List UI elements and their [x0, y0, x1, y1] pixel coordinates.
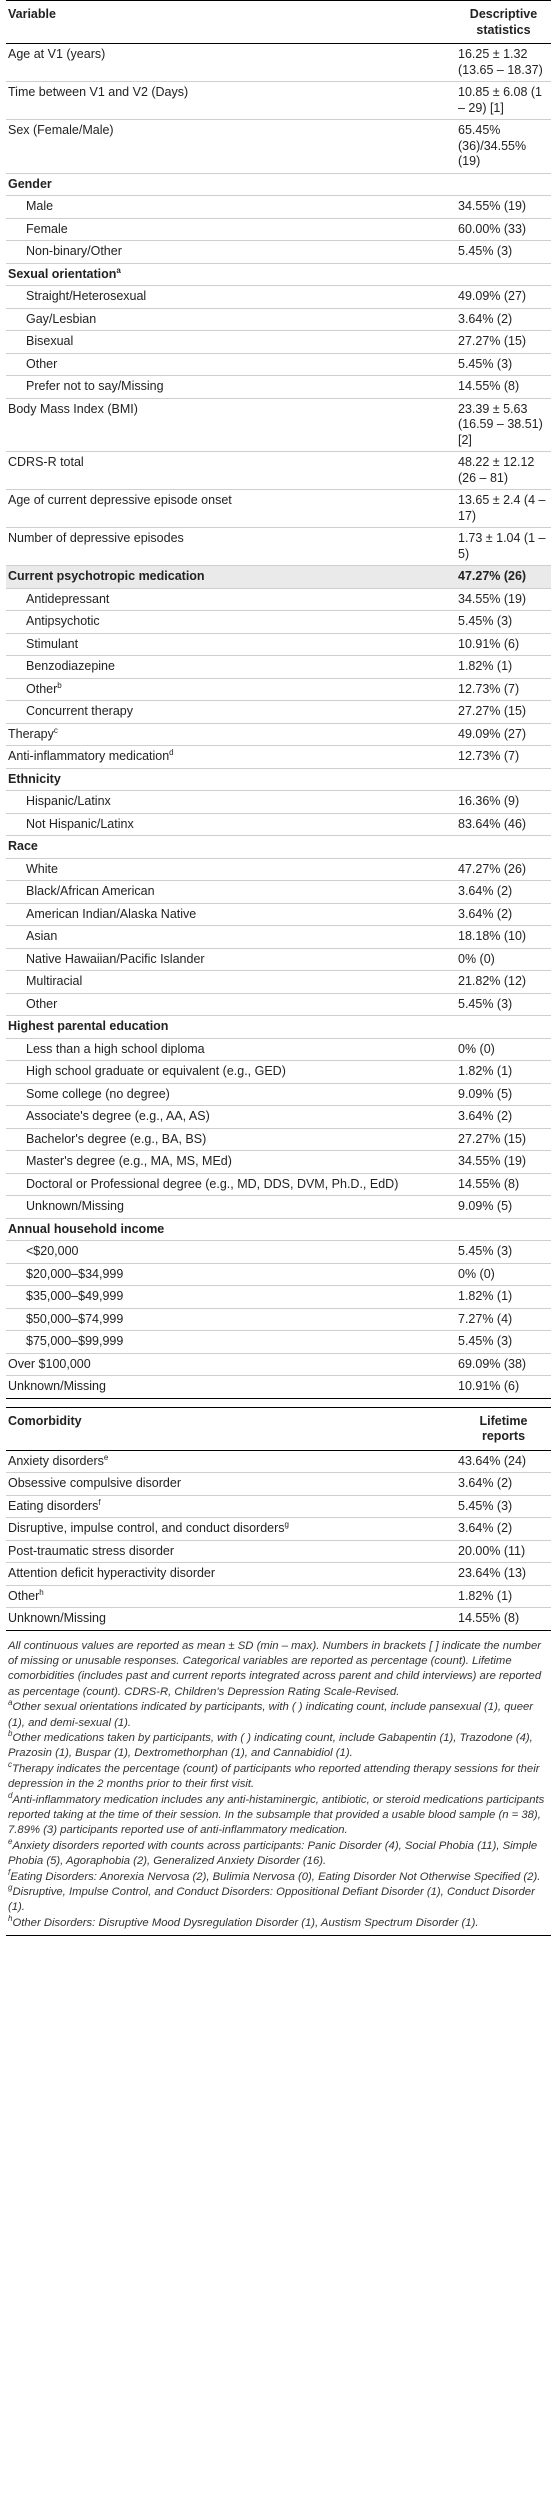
table-row: [6, 813, 551, 836]
row-value: [456, 1218, 551, 1241]
footnote-text: Disruptive, Impulse Control, and Conduct Disorders: Oppositional Defiant Disorder (1), Conduct Disorder (1).: [8, 1886, 535, 1914]
table-footnotes: [6, 1631, 551, 1937]
row-value: 3.64% (2): [456, 1473, 551, 1496]
table-row: [6, 836, 551, 859]
row-label: [6, 1151, 456, 1174]
row-label: [6, 813, 456, 836]
row-label: [6, 528, 456, 566]
row-value: 0% (0): [456, 948, 551, 971]
row-value: 12.73% (7): [456, 678, 551, 701]
footnote-marker: f: [8, 1867, 11, 1877]
row-value: 0% (0): [456, 1263, 551, 1286]
row-value: 5.45% (3): [456, 241, 551, 264]
row-label: [6, 566, 456, 589]
row-label-text: Concurrent therapy: [26, 704, 134, 718]
row-label-text: Hispanic/Latinx: [26, 794, 111, 808]
table-row: [6, 566, 551, 589]
row-label: [6, 836, 456, 859]
row-label: [6, 376, 456, 399]
table-row: [6, 656, 551, 679]
row-label-text: Age at V1 (years): [8, 47, 106, 61]
row-label-text: Time between V1 and V2 (Days): [8, 85, 189, 99]
row-label: [6, 678, 456, 701]
row-label-text: Antidepressant: [26, 591, 110, 606]
footnote-marker: d: [8, 1790, 13, 1800]
table-row: [6, 633, 551, 656]
row-label: [6, 881, 456, 904]
row-label-text: Race: [8, 839, 38, 853]
footnote-marker: a: [8, 1698, 13, 1708]
row-value: 47.27% (26): [456, 858, 551, 881]
row-label: [6, 82, 456, 120]
row-label: [6, 1218, 456, 1241]
footnote-marker: d: [169, 748, 174, 757]
row-label: [6, 1173, 456, 1196]
table-row: [6, 768, 551, 791]
row-value: 69.09% (38): [456, 1353, 551, 1376]
row-label: [6, 948, 456, 971]
row-label-text: Over $100,000: [8, 1356, 91, 1371]
row-label: [6, 1016, 456, 1039]
row-label-text: Non-binary/Other: [26, 244, 122, 258]
row-label-text: Female: [26, 221, 68, 236]
row-value: 3.64% (2): [456, 903, 551, 926]
table-row: [6, 971, 551, 994]
table-row: [6, 196, 551, 219]
table-row: [6, 611, 551, 634]
table-row: [6, 286, 551, 309]
row-value: 10.91% (6): [456, 633, 551, 656]
footnote: [8, 1885, 549, 1916]
row-value: 16.36% (9): [456, 791, 551, 814]
table-row: [6, 1585, 551, 1608]
footnote: [8, 1790, 549, 1839]
row-value: 34.55% (19): [456, 1151, 551, 1174]
row-label-text: Age of current depressive episode onset: [8, 493, 232, 507]
comorbidity-header: Comorbidity: [8, 1413, 82, 1428]
row-label: [6, 331, 456, 354]
comorbidity-header-row: [6, 1407, 551, 1450]
row-label-text: Straight/Heterosexual: [26, 289, 147, 303]
row-label-text: Multiracial: [26, 974, 83, 988]
footnote-marker: f: [98, 1497, 101, 1507]
footnote-marker: g: [8, 1883, 13, 1892]
table-row: [6, 1563, 551, 1586]
demographics-header-row: [6, 1, 551, 44]
row-label: [6, 1473, 456, 1496]
row-label: [6, 196, 456, 219]
row-value: 14.55% (8): [456, 1173, 551, 1196]
table-row: [6, 903, 551, 926]
row-label: [6, 1128, 456, 1151]
row-value: 3.64% (2): [456, 1518, 551, 1541]
row-label-text: Body Mass Index (BMI): [8, 401, 138, 416]
row-value: 9.09% (5): [456, 1083, 551, 1106]
footnote-text: Other Disorders: Disruptive Mood Dysregulation Disorder (1), Austism Spectrum Disorder (1).: [12, 1916, 479, 1929]
row-label: [6, 903, 456, 926]
table-row: [6, 1218, 551, 1241]
table-row: [6, 263, 551, 286]
table-row: [6, 241, 551, 264]
table-row: [6, 490, 551, 528]
row-value: 5.45% (3): [456, 611, 551, 634]
table-row: [6, 1016, 551, 1039]
table-row: [6, 331, 551, 354]
row-label-text: Some college (no degree): [26, 1086, 170, 1101]
row-value: 1.82% (1): [456, 1061, 551, 1084]
row-label-text: Annual household income: [8, 1221, 165, 1236]
row-label-text: Obsessive compulsive disorder: [8, 1476, 181, 1490]
table-row: [6, 1061, 551, 1084]
footnote-marker: h: [39, 1587, 44, 1597]
row-label-text: Bachelor's degree (e.g., BA, BS): [26, 1131, 207, 1146]
row-label: [6, 1353, 456, 1376]
row-label-text: Other: [26, 681, 58, 696]
row-label-text: Bisexual: [26, 334, 74, 348]
footnote-marker: c: [53, 725, 58, 735]
row-label: [6, 241, 456, 264]
table-row: [6, 218, 551, 241]
row-label-text: Disruptive, impulse control, and conduct disorders: [8, 1521, 285, 1535]
row-value: 49.09% (27): [456, 723, 551, 746]
row-label: [6, 768, 456, 791]
row-label: [6, 1518, 456, 1541]
row-value: [456, 836, 551, 859]
row-value: 1.73 ± 1.04 (1 – 5): [456, 528, 551, 566]
row-label-text: Unknown/Missing: [26, 1199, 124, 1213]
row-label: [6, 656, 456, 679]
footnote: [8, 1700, 549, 1731]
row-label-text: Black/African American: [26, 884, 155, 898]
row-label: [6, 1061, 456, 1084]
row-value: 21.82% (12): [456, 971, 551, 994]
row-value: 7.27% (4): [456, 1308, 551, 1331]
table-row: [6, 1128, 551, 1151]
table-row: [6, 1353, 551, 1376]
footnote-marker: b: [57, 680, 62, 690]
row-value: 5.45% (3): [456, 993, 551, 1016]
row-label: [6, 1083, 456, 1106]
row-label-text: Associate's degree (e.g., AA, AS): [26, 1109, 210, 1123]
table-row: [6, 948, 551, 971]
row-label-text: Anti-inflammatory medication: [8, 749, 170, 763]
row-label: [6, 1495, 456, 1518]
row-label-text: Gender: [8, 176, 52, 191]
table-row: [6, 1376, 551, 1399]
row-label-text: $20,000–$34,999: [26, 1266, 124, 1281]
row-label: [6, 993, 456, 1016]
row-label-text: Benzodiazepine: [26, 659, 115, 673]
row-label-text: Less than a high school diploma: [26, 1041, 205, 1056]
row-label-text: Other: [26, 356, 58, 371]
row-label: [6, 1540, 456, 1563]
row-value: 5.45% (3): [456, 1241, 551, 1264]
footnote-text: Other sexual orientations indicated by participants, with ( ) indicating count, include pansexual (1), queer (1), and demi-sexual (1).: [8, 1701, 534, 1729]
row-label-text: High school graduate or equivalent (e.g., GED): [26, 1064, 286, 1078]
table-row: [6, 1263, 551, 1286]
row-label: [6, 1038, 456, 1061]
footnote: [8, 1867, 549, 1885]
row-label: [6, 1241, 456, 1264]
row-label-text: Post-traumatic stress disorder: [8, 1543, 175, 1558]
table-row: [6, 173, 551, 196]
row-label: [6, 398, 456, 452]
row-value: 23.39 ± 5.63 (16.59 – 38.51) [2]: [456, 398, 551, 452]
row-value: 5.45% (3): [456, 353, 551, 376]
row-label-text: Therapy: [8, 726, 54, 741]
row-value: [456, 173, 551, 196]
row-label-text: $50,000–$74,999: [26, 1311, 124, 1326]
table-row: [6, 1173, 551, 1196]
row-label: [6, 353, 456, 376]
table-row: [6, 1241, 551, 1264]
row-value: 20.00% (11): [456, 1540, 551, 1563]
table-row: [6, 1495, 551, 1518]
row-label-text: Eating disorders: [8, 1498, 99, 1513]
table-row: [6, 1608, 551, 1631]
table-row: [6, 926, 551, 949]
comorbidity-table: [6, 1407, 551, 1631]
footnote-marker: g: [284, 1520, 289, 1529]
row-value: [456, 263, 551, 286]
table-row: [6, 1151, 551, 1174]
table-row: [6, 452, 551, 490]
row-label-text: Unknown/Missing: [8, 1379, 106, 1393]
row-value: 9.09% (5): [456, 1196, 551, 1219]
row-label-text: Highest parental education: [8, 1019, 169, 1033]
row-value: 10.85 ± 6.08 (1 – 29) [1]: [456, 82, 551, 120]
row-value: 18.18% (10): [456, 926, 551, 949]
table-row: [6, 1518, 551, 1541]
row-value: 23.64% (13): [456, 1563, 551, 1586]
row-label: [6, 1563, 456, 1586]
table-row: [6, 791, 551, 814]
table-row: [6, 993, 551, 1016]
row-label-text: Attention deficit hyperactivity disorder: [8, 1566, 216, 1580]
row-value: 49.09% (27): [456, 286, 551, 309]
row-label-text: <$20,000: [26, 1244, 79, 1258]
table-row: [6, 746, 551, 769]
row-value: 27.27% (15): [456, 701, 551, 724]
table-row: [6, 82, 551, 120]
row-label: [6, 120, 456, 174]
table-row: [6, 1450, 551, 1473]
row-label-text: Asian: [26, 929, 58, 943]
lifetime-reports-header: Lifetime reports: [479, 1413, 528, 1443]
row-value: 3.64% (2): [456, 1106, 551, 1129]
footnote-text: Therapy indicates the percentage (count) of participants who reported attending therapy sessions for their depression in the 2 months prior to their first visit.: [8, 1762, 540, 1791]
row-label-text: Antipsychotic: [26, 614, 100, 628]
row-value: 48.22 ± 12.12 (26 – 81): [456, 452, 551, 490]
row-label: [6, 1308, 456, 1331]
row-label: [6, 452, 456, 490]
row-label-text: Stimulant: [26, 636, 79, 651]
footnote: [8, 1836, 549, 1870]
row-label: [6, 44, 456, 82]
row-label: [6, 218, 456, 241]
comorbidity-body: [6, 1450, 551, 1630]
row-value: 16.25 ± 1.32 (13.65 – 18.37): [456, 44, 551, 82]
table-row: [6, 678, 551, 701]
row-value: 10.91% (6): [456, 1376, 551, 1399]
row-label-text: Prefer not to say/Missing: [26, 379, 164, 393]
row-value: 13.65 ± 2.4 (4 – 17): [456, 490, 551, 528]
table-row: [6, 858, 551, 881]
row-label: [6, 1286, 456, 1309]
row-value: 3.64% (2): [456, 308, 551, 331]
row-value: 14.55% (8): [456, 376, 551, 399]
table-row: [6, 1308, 551, 1331]
table-row: [6, 376, 551, 399]
row-label-text: Current psychotropic medication: [8, 569, 205, 583]
row-label: [6, 1331, 456, 1354]
row-value: 43.64% (24): [456, 1450, 551, 1473]
table-row: [6, 1038, 551, 1061]
row-label-text: White: [26, 861, 58, 876]
table-row: [6, 588, 551, 611]
footnote: [8, 1759, 549, 1793]
footnote-marker: e: [8, 1836, 13, 1846]
row-label: [6, 490, 456, 528]
row-label-text: $35,000–$49,999: [26, 1289, 124, 1303]
row-label-text: Other: [8, 1588, 40, 1603]
row-value: 65.45% (36)/34.55% (19): [456, 120, 551, 174]
table-row: [6, 1196, 551, 1219]
table-row: [6, 723, 551, 746]
row-label-text: Not Hispanic/Latinx: [26, 816, 134, 831]
descriptive-statistics-header: Descriptive statistics: [469, 7, 538, 37]
table-row: [6, 701, 551, 724]
row-value: 1.82% (1): [456, 1585, 551, 1608]
row-label-text: $75,000–$99,999: [26, 1334, 124, 1348]
row-label-text: Sex (Female/Male): [8, 123, 114, 137]
footnote-text: All continuous values are reported as mean ± SD (min – max). Numbers in brackets [ ] indicate the number of missing or unusable responses. Categorical variables are reported as percentage (count). Lifetime comorbidities (includes past and current reports integrated across parent and child interviews) are reported as percentage (count). CDRS-R, Children's Depression Rating Scale-Revised.: [8, 1639, 542, 1698]
table-row: [6, 120, 551, 174]
row-label: [6, 1608, 456, 1631]
table-row: [6, 1083, 551, 1106]
row-value: 47.27% (26): [456, 566, 551, 589]
row-value: 34.55% (19): [456, 196, 551, 219]
footnote-marker: h: [8, 1913, 13, 1923]
row-value: 12.73% (7): [456, 746, 551, 769]
row-label: [6, 173, 456, 196]
row-label-text: Ethnicity: [8, 771, 61, 786]
row-value: 0% (0): [456, 1038, 551, 1061]
row-label-text: Native Hawaiian/Pacific Islander: [26, 951, 205, 966]
footnote-text: Anxiety disorders reported with counts across participants: Panic Disorder (4), Social Phobia (11), Simple Phobia (5), Agoraphobia (2), Generalized Anxiety Disorder (16).: [8, 1839, 538, 1868]
row-label: [6, 723, 456, 746]
row-value: 1.82% (1): [456, 1286, 551, 1309]
row-label-text: American Indian/Alaska Native: [26, 906, 197, 921]
row-label-text: Doctoral or Professional degree (e.g., MD, DDS, DVM, Ph.D., EdD): [26, 1176, 399, 1191]
row-label-text: Male: [26, 199, 54, 213]
footnote: [8, 1913, 549, 1931]
row-value: 27.27% (15): [456, 331, 551, 354]
table-row: [6, 1106, 551, 1129]
row-label-text: Unknown/Missing: [8, 1611, 106, 1625]
row-label: [6, 926, 456, 949]
row-value: 5.45% (3): [456, 1495, 551, 1518]
row-value: [456, 1016, 551, 1039]
footnote-text: Other medications taken by participants, with ( ) indicating count, include Gabapentin (1), Trazodone (4), Prazosin (1), Buspar (1), Dextromethorphan (1), and Cannabidiol (1).: [8, 1731, 533, 1760]
row-label-text: Gay/Lesbian: [26, 311, 97, 326]
row-label: [6, 1585, 456, 1608]
footnote-text: Anti-inflammatory medication includes any anti-histaminergic, antibiotic, or steroid medications participants reported taking at the time of their session. In the subsample that provided a usable blood sample (n = 38), 7.89% (3) participants reported use of anti-inflammatory medication.: [8, 1793, 545, 1837]
row-label: [6, 971, 456, 994]
footnote: [8, 1728, 549, 1762]
row-value: 27.27% (15): [456, 1128, 551, 1151]
table-row: [6, 1473, 551, 1496]
table-row: [6, 1286, 551, 1309]
row-label: [6, 286, 456, 309]
footnote-marker: c: [8, 1759, 12, 1769]
table-row: [6, 353, 551, 376]
row-label: [6, 701, 456, 724]
table-row: [6, 881, 551, 904]
footnote-marker: b: [8, 1728, 13, 1738]
row-label: [6, 1376, 456, 1399]
row-label: [6, 1196, 456, 1219]
row-label: [6, 858, 456, 881]
row-value: 14.55% (8): [456, 1608, 551, 1631]
footnote: [8, 1639, 549, 1701]
row-value: 60.00% (33): [456, 218, 551, 241]
row-label-text: Other: [26, 996, 58, 1011]
table-row: [6, 308, 551, 331]
row-label: [6, 263, 456, 286]
row-value: 34.55% (19): [456, 588, 551, 611]
row-label: [6, 588, 456, 611]
row-label-text: Number of depressive episodes: [8, 531, 184, 545]
row-label-text: Master's degree (e.g., MA, MS, MEd): [26, 1154, 232, 1168]
row-label-text: CDRS-R total: [8, 455, 84, 469]
row-value: [456, 768, 551, 791]
row-label-text: Sexual orientation: [8, 266, 117, 281]
row-value: 3.64% (2): [456, 881, 551, 904]
footnote-marker: a: [116, 265, 121, 275]
variable-header: Variable: [8, 7, 56, 21]
row-value: 5.45% (3): [456, 1331, 551, 1354]
row-label: [6, 308, 456, 331]
table-row: [6, 528, 551, 566]
row-label: [6, 611, 456, 634]
row-value: 1.82% (1): [456, 656, 551, 679]
row-label: [6, 746, 456, 769]
footnote-marker: e: [103, 1452, 109, 1462]
demographics-body: [6, 44, 551, 1399]
table-row: [6, 1331, 551, 1354]
row-label: [6, 1263, 456, 1286]
row-value: 83.64% (46): [456, 813, 551, 836]
table-row: [6, 398, 551, 452]
footnote-text: Eating Disorders: Anorexia Nervosa (2), Bulimia Nervosa (0), Eating Disorder Not Otherwise Specified (2).: [10, 1870, 541, 1883]
row-label-text: Anxiety disorders: [8, 1453, 104, 1468]
table-row: [6, 44, 551, 82]
row-label: [6, 633, 456, 656]
row-label: [6, 791, 456, 814]
row-label: [6, 1106, 456, 1129]
table-row: [6, 1540, 551, 1563]
row-label: [6, 1450, 456, 1473]
demographics-table: [6, 0, 551, 1399]
